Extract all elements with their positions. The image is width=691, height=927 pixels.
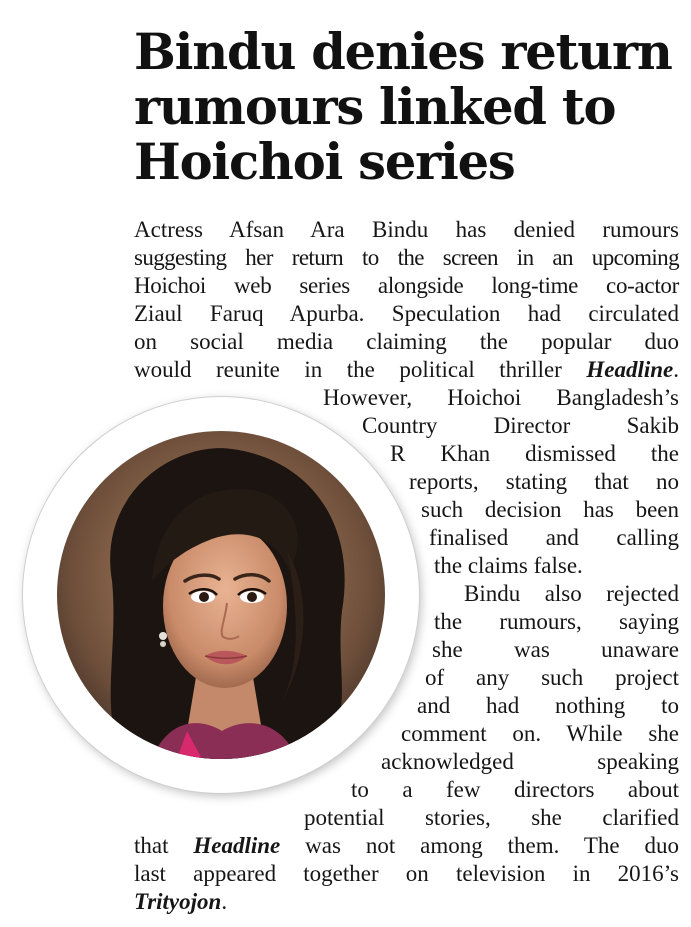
body-line: finalised and calling <box>429 525 679 550</box>
headline-line: rumours linked to <box>134 78 616 136</box>
body-line: such decision has been <box>421 497 679 522</box>
body-line: suggesting her return to the screen in an upcoming <box>134 245 679 270</box>
headline-line: Hoichoi series <box>134 133 515 191</box>
body-line: Trityojon. <box>134 889 228 914</box>
body-line: would reunite in the political thriller Headline. <box>134 357 679 382</box>
body-line: Actress Afsan Ara Bindu has denied rumours <box>134 217 679 242</box>
body-line: reports, stating that no <box>409 469 679 494</box>
headline-line: Bindu denies return <box>134 23 672 81</box>
body-line: Country Director Sakib <box>362 413 679 438</box>
body-line: acknowledged speaking <box>381 749 679 774</box>
body-line: the claims false. <box>434 553 583 578</box>
body-line: of any such project <box>425 665 679 690</box>
body-line: that Headline was not among them. The duo <box>134 833 679 858</box>
body-line: R Khan dismissed the <box>390 441 679 466</box>
body-line: to a few directors about <box>351 777 679 802</box>
body-line: on social media claiming the popular duo <box>134 329 679 354</box>
body-line: the rumours, saying <box>434 609 679 634</box>
body-line: she was unaware <box>432 637 679 662</box>
body-line: and had nothing to <box>417 693 679 718</box>
body-line: last appeared together on television in 2016’s <box>134 861 679 886</box>
body-line: comment on. While she <box>401 721 679 746</box>
body-line: However, Hoichoi Bangladesh’s <box>323 385 679 410</box>
body-line: Ziaul Faruq Apurba. Speculation had circulated <box>134 301 679 326</box>
body-line: Bindu also rejected <box>464 581 679 606</box>
body-line: potential stories, she clarified <box>304 805 679 830</box>
body-line: Hoichoi web series alongside long-time co-actor <box>134 273 679 298</box>
